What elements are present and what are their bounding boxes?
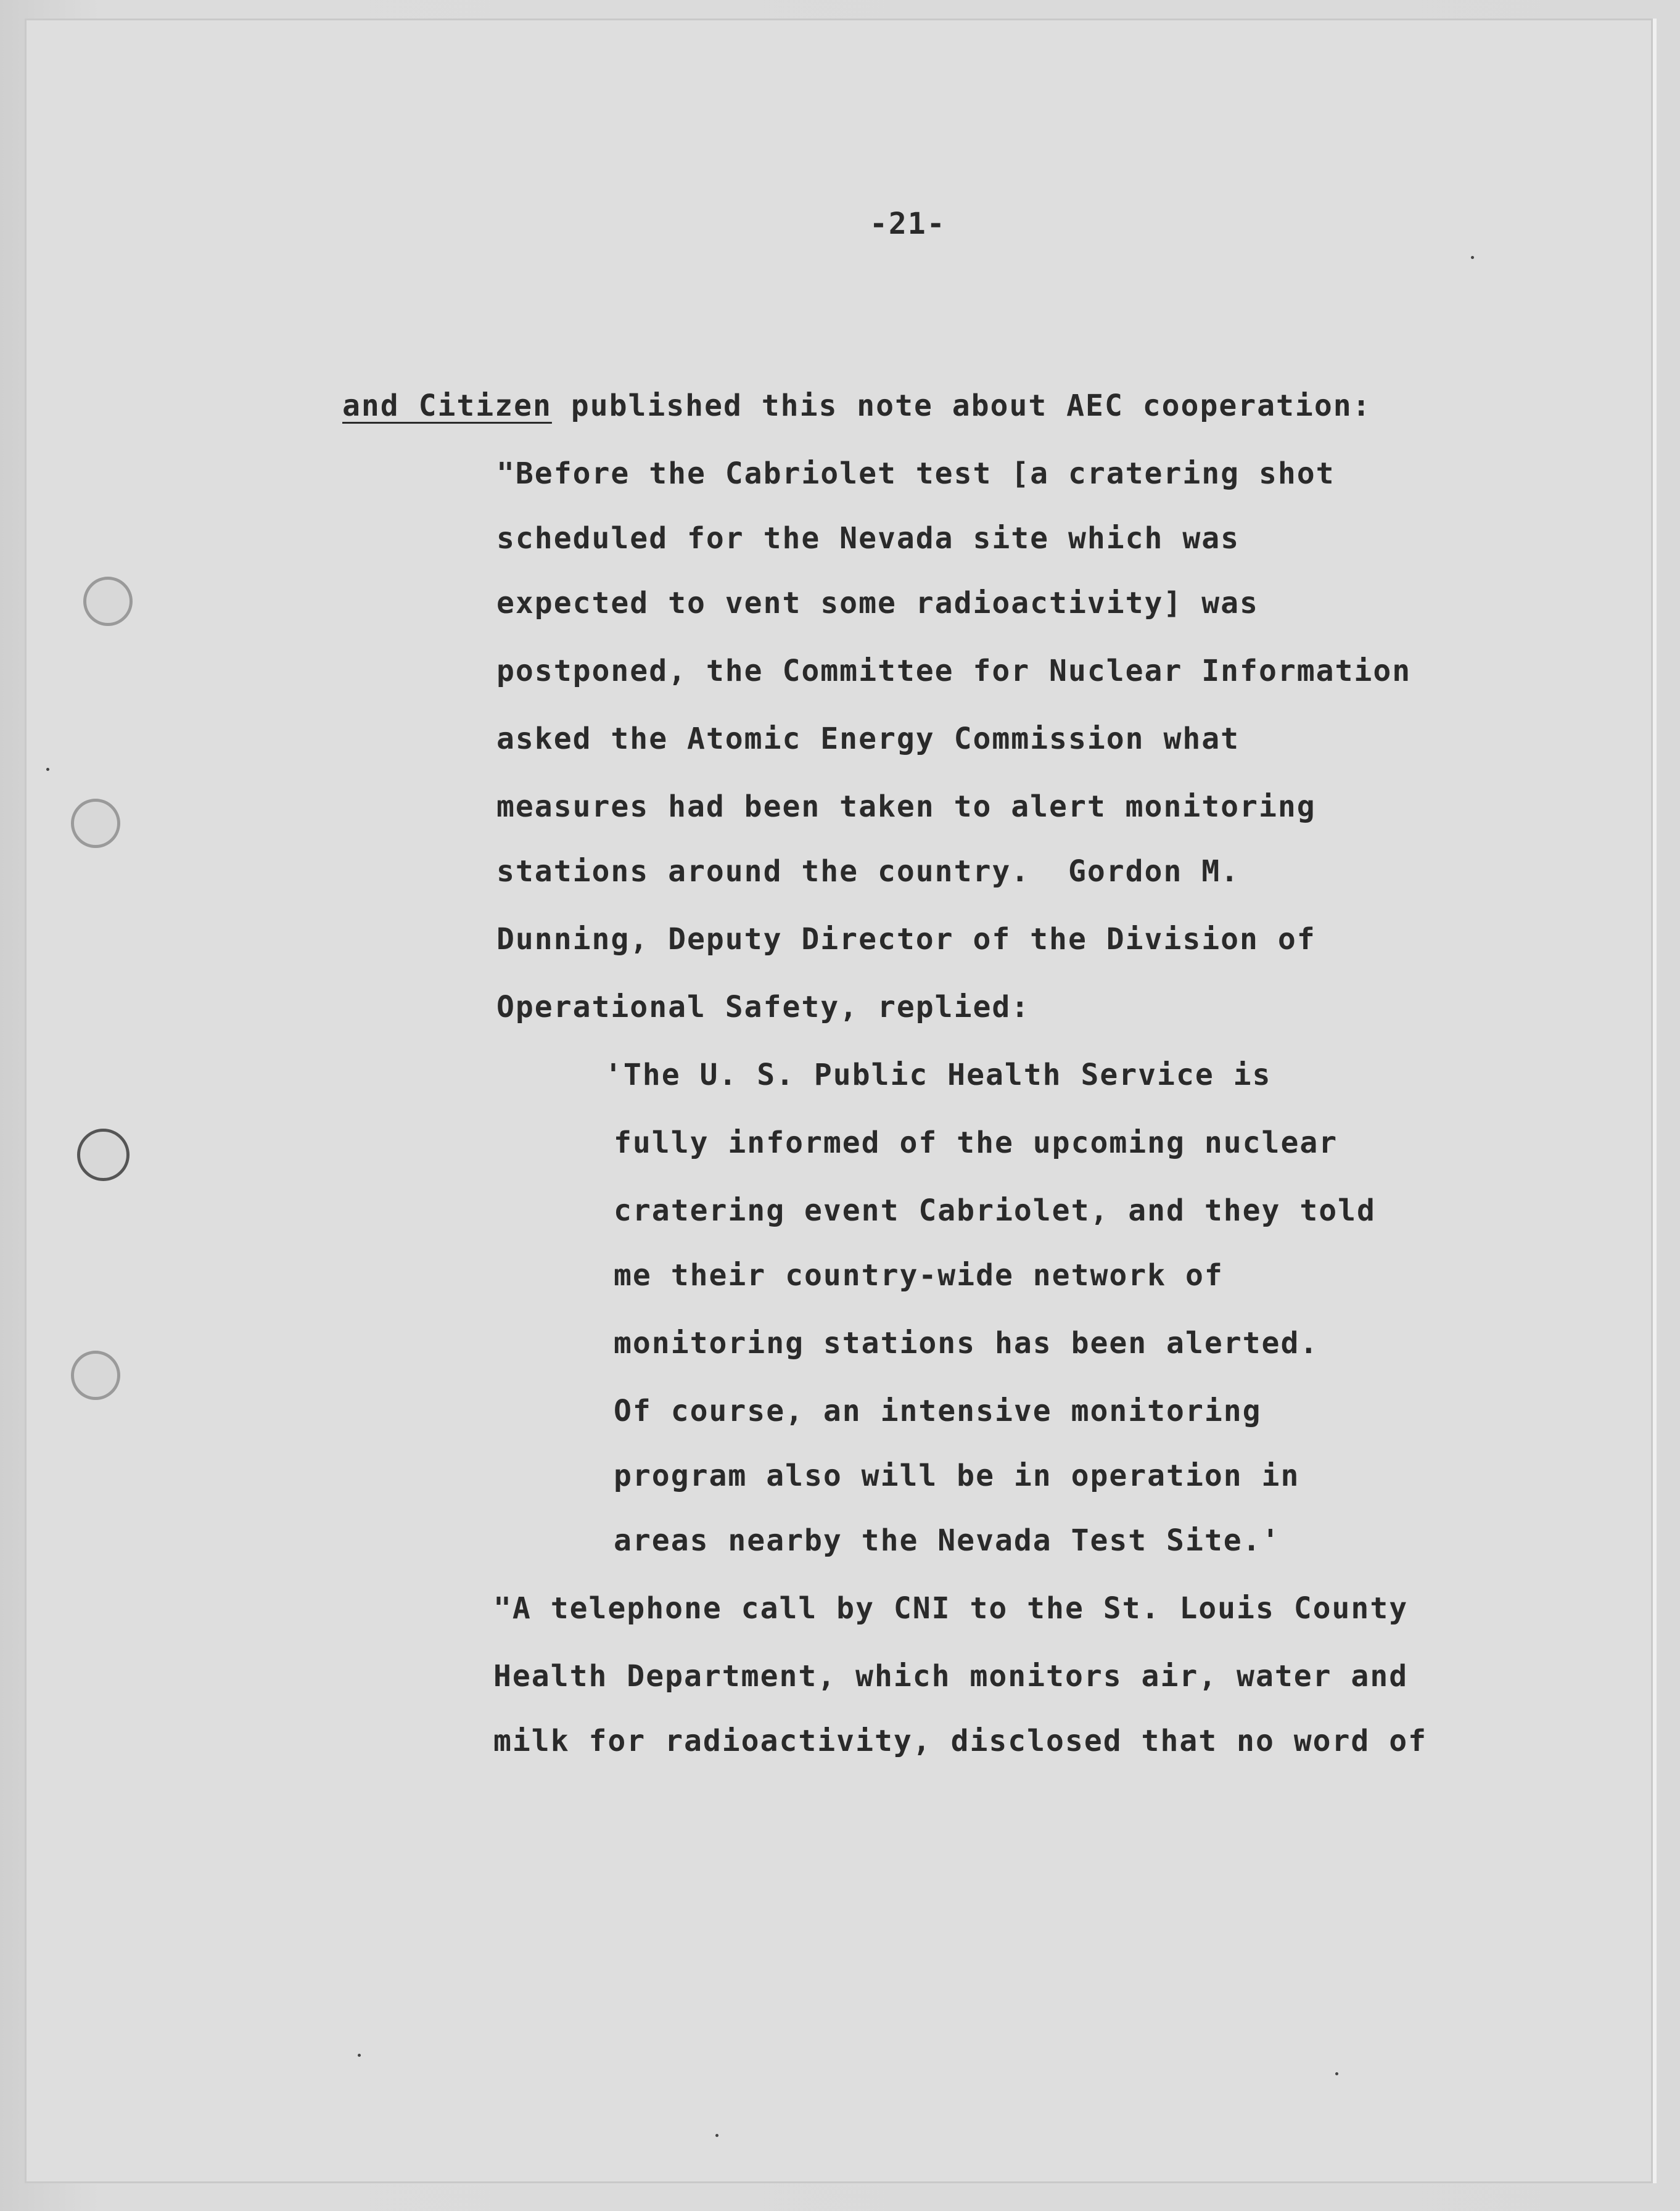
nested-quote-line: me their country-wide network of	[614, 1258, 1224, 1293]
binder-hole	[77, 1129, 130, 1181]
scan-speck	[358, 2054, 361, 2057]
scan-speck	[1471, 256, 1474, 259]
nested-quote-line: program also will be in operation in	[614, 1459, 1300, 1493]
text-line-rest: published this note about AEC cooperation:	[551, 389, 1372, 423]
quote-line: stations around the country. Gordon M.	[496, 854, 1240, 889]
nested-quote-line: fully informed of the upcoming nuclear	[614, 1126, 1338, 1160]
publication-title: and Citizen	[342, 389, 552, 423]
scan-speck	[1335, 2072, 1338, 2075]
nested-quote-line: Of course, an intensive monitoring	[614, 1394, 1262, 1428]
quote-line: "Before the Cabriolet test [a cratering shot	[496, 456, 1335, 491]
binder-hole	[83, 577, 133, 626]
nested-quote-line: areas nearby the Nevada Test Site.'	[614, 1523, 1281, 1558]
quote-line: asked the Atomic Energy Commission what	[496, 722, 1240, 756]
scan-speck	[715, 2134, 719, 2137]
nested-quote-line: cratering event Cabriolet, and they told	[614, 1193, 1376, 1228]
quote-line: Health Department, which monitors air, water and	[493, 1659, 1409, 1694]
text-line	[342, 389, 1372, 423]
quote-line: Operational Safety, replied:	[496, 990, 1031, 1024]
quote-line: measures had been taken to alert monitoring	[496, 789, 1316, 824]
quote-line: "A telephone call by CNI to the St. Louis County	[493, 1591, 1409, 1626]
page-number: -21-	[870, 207, 946, 241]
binder-hole	[71, 799, 120, 848]
quote-line: postponed, the Committee for Nuclear Information	[496, 654, 1412, 688]
quote-line: expected to vent some radioactivity] was	[496, 586, 1259, 620]
nested-quote-line: 'The U. S. Public Health Service is	[604, 1058, 1272, 1092]
document-page	[25, 19, 1653, 2183]
quote-line: Dunning, Deputy Director of the Division of	[496, 922, 1316, 957]
binder-hole	[71, 1351, 120, 1400]
quote-line: milk for radioactivity, disclosed that no word of	[493, 1724, 1428, 1758]
scan-speck	[46, 768, 49, 771]
nested-quote-line: monitoring stations has been alerted.	[614, 1326, 1319, 1361]
quote-line: scheduled for the Nevada site which was	[496, 521, 1240, 556]
